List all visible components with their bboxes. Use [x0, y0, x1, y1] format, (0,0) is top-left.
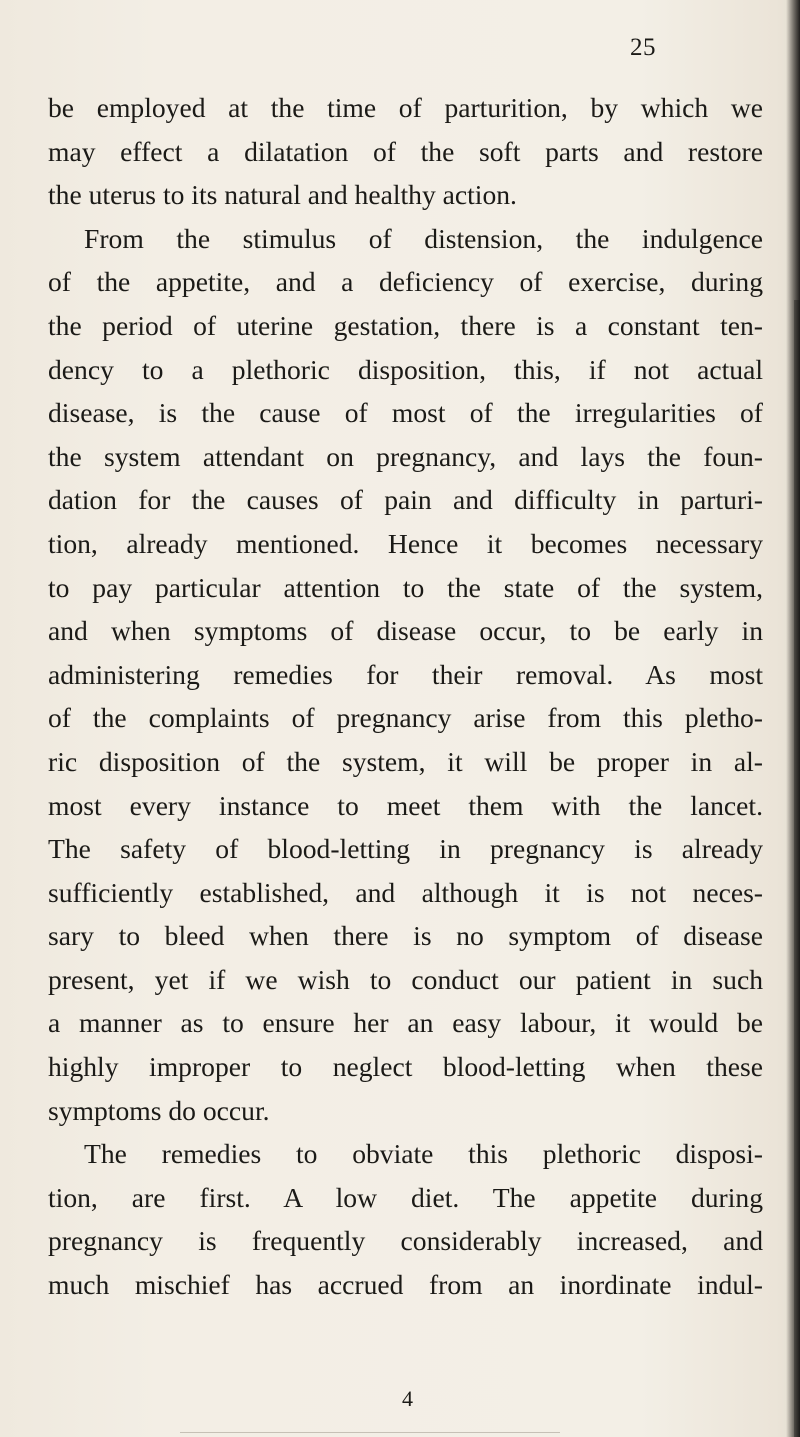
text-line: present, yet if we wish to conduct our patient in such: [48, 963, 763, 995]
text-line: much mischief has accrued from an inordinate indul-: [48, 1269, 763, 1301]
text-line: the system attendant on pregnancy, and lays the foun-: [48, 440, 763, 472]
text-line: The safety of blood-letting in pregnancy is already: [48, 833, 763, 865]
text-line: most every instance to meet them with the lancet.: [48, 789, 763, 821]
text-line: of the complaints of pregnancy arise from this pletho-: [48, 702, 763, 734]
text-line: dency to a plethoric disposition, this, if not actual: [48, 353, 763, 385]
text-line: tion, are first. A low diet. The appetite during: [48, 1181, 763, 1213]
page-bottom-edge: [180, 1432, 560, 1433]
text-line: to pay particular attention to the state of the system,: [48, 571, 763, 603]
text-line: administering remedies for their removal. As most: [48, 658, 763, 690]
text-line: symptoms do occur.: [48, 1094, 270, 1126]
text-line: be employed at the time of parturition, by which we: [48, 92, 763, 123]
page-number: 25: [630, 34, 656, 61]
text-line: disease, is the cause of most of the irregularities of: [48, 397, 763, 429]
text-line: of the appetite, and a deficiency of exercise, during: [48, 266, 763, 298]
text-line: pregnancy is frequently considerably increased, and: [48, 1225, 763, 1257]
text-line: and when symptoms of disease occur, to be early in: [48, 615, 763, 647]
text-line: may effect a dilatation of the soft parts and restore: [48, 135, 763, 167]
text-line: highly improper to neglect blood-letting when these: [48, 1051, 763, 1083]
text-line: sufficiently established, and although it is not neces-: [48, 876, 763, 908]
text-line: sary to bleed when there is no symptom of disease: [48, 920, 763, 952]
text-line: The remedies to obviate this plethoric disposi-: [84, 1138, 763, 1170]
binding-edge: [794, 300, 800, 1437]
text-line: From the stimulus of distension, the indulgence: [84, 222, 763, 254]
body-text: [48, 86, 763, 1307]
signature-mark: 4: [402, 1386, 413, 1411]
text-line: the period of uterine gestation, there is a constant ten-: [48, 309, 763, 341]
text-line: ric disposition of the system, it will be proper in al-: [48, 745, 763, 777]
text-line: dation for the causes of pain and difficulty in parturi-: [48, 484, 763, 516]
text-line: tion, already mentioned. Hence it becomes necessary: [48, 527, 763, 559]
text-line: the uterus to its natural and healthy action.: [48, 179, 517, 211]
text-line: a manner as to ensure her an easy labour, it would be: [48, 1007, 763, 1039]
